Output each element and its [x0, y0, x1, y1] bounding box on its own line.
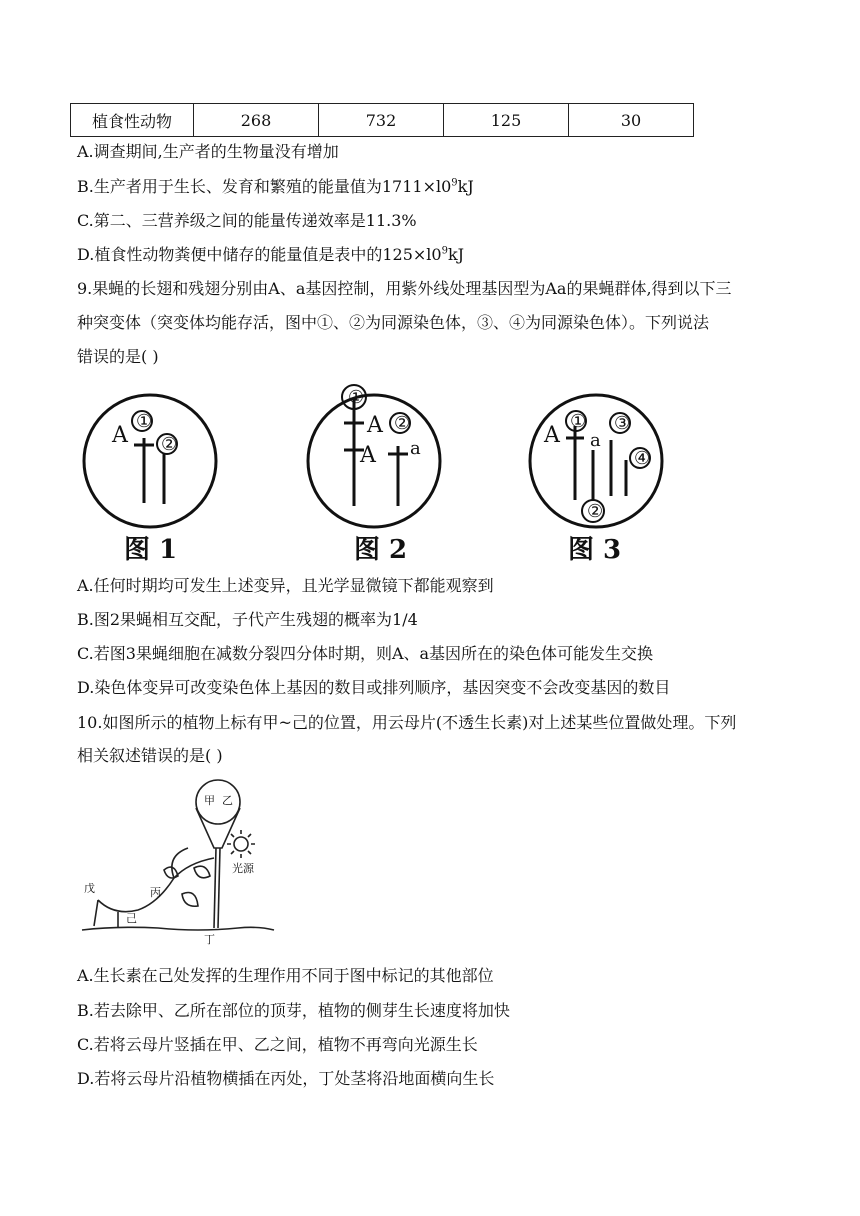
q8-option-b: B.生产者用于生长、发育和繁殖的能量值为$1711\times l0^9kJ$: [77, 177, 474, 196]
table-cell: 125: [444, 104, 569, 137]
q10-stem-line-2: 相关叙述错误的是( ): [77, 746, 223, 765]
q10-option-c: C.若将云母片竖插在甲、乙之间，植物不再弯向光源生长: [77, 1035, 478, 1054]
label-ji: 己: [126, 912, 137, 925]
label-wu: 戊: [84, 882, 95, 895]
table-cell: 30: [569, 104, 694, 137]
mark-4-fig3: ④: [634, 448, 651, 469]
energy-table: [70, 103, 694, 137]
mark-2-fig3: ②: [587, 501, 604, 522]
gene-A-fig3: A: [544, 423, 560, 448]
q9-stem-line-2: 种突变体（突变体均能存活，图中①、②为同源染色体，③、④为同源染色体）。下列说法: [77, 313, 710, 332]
q10-option-d: D.若将云母片沿植物横插在丙处，丁处茎将沿地面横向生长: [77, 1069, 495, 1088]
label-light-source: 光源: [232, 862, 254, 875]
table-cell: 植食性动物: [71, 104, 194, 137]
q9-option-c: C.若图3果蝇细胞在减数分裂四分体时期，则A、a基因所在的染色体可能发生交换: [77, 644, 654, 663]
mark-1-fig3: ①: [570, 411, 587, 432]
q8-option-c: C.第二、三营养级之间的能量传递效率是11.3%: [77, 211, 417, 230]
q8-option-d: D.植食性动物粪便中储存的能量值是表中的$125\times l0^9kJ$: [77, 245, 465, 264]
q9-stem-line-1: 9.果蝇的长翅和残翅分别由A、a基因控制，用紫外线处理基因型为Aa的果蝇群体,得到以下三: [77, 279, 732, 298]
plant-figure: [78, 778, 278, 948]
table-cell: 732: [319, 104, 444, 137]
q8-option-a: A.调查期间,生产者的生物量没有增加: [77, 142, 339, 161]
q9-stem-line-3: 错误的是( ): [77, 347, 159, 366]
gene-A-fig1: A: [112, 423, 128, 448]
q10-option-b: B.若去除甲、乙所在部位的顶芽，植物的侧芽生长速度将加快: [77, 1001, 510, 1020]
mark-3-fig3: ③: [614, 413, 631, 434]
figure-2-label: 图 2: [354, 535, 408, 565]
label-jia: 甲: [204, 794, 215, 807]
q9-option-b: B.图2果蝇相互交配，子代产生残翅的概率为1/4: [77, 610, 418, 629]
mark-1-fig1: ①: [136, 411, 153, 432]
label-yi: 乙: [222, 794, 233, 807]
figure-1-label: 图 1: [124, 535, 178, 565]
q9-option-a: A.任何时期均可发生上述变异，且光学显微镜下都能观察到: [77, 576, 494, 595]
gene-a-fig2: a: [410, 438, 421, 459]
gene-A-fig2-top: A: [367, 413, 383, 438]
gene-a-fig3: a: [590, 430, 601, 451]
label-ding: 丁: [204, 933, 215, 946]
table-cell: 268: [194, 104, 319, 137]
q9-option-d: D.染色体变异可改变染色体上基因的数目或排列顺序，基因突变不会改变基因的数目: [77, 678, 671, 697]
label-bing: 丙: [150, 886, 161, 899]
q10-option-a: A.生长素在己处发挥的生理作用不同于图中标记的其他部位: [77, 966, 494, 985]
chromosome-figures: [70, 378, 770, 566]
table-row: [71, 104, 694, 137]
mark-2-fig2: ②: [394, 413, 411, 434]
mark-2-fig1: ②: [161, 434, 178, 455]
q10-stem-line-1: 10.如图所示的植物上标有甲~己的位置，用云母片(不透生长素)对上述某些位置做处理。下列: [77, 713, 737, 732]
figure-3-label: 图 3: [568, 535, 622, 565]
gene-A-fig2-bottom: A: [360, 443, 376, 468]
mark-1-fig2: ①: [348, 387, 365, 408]
